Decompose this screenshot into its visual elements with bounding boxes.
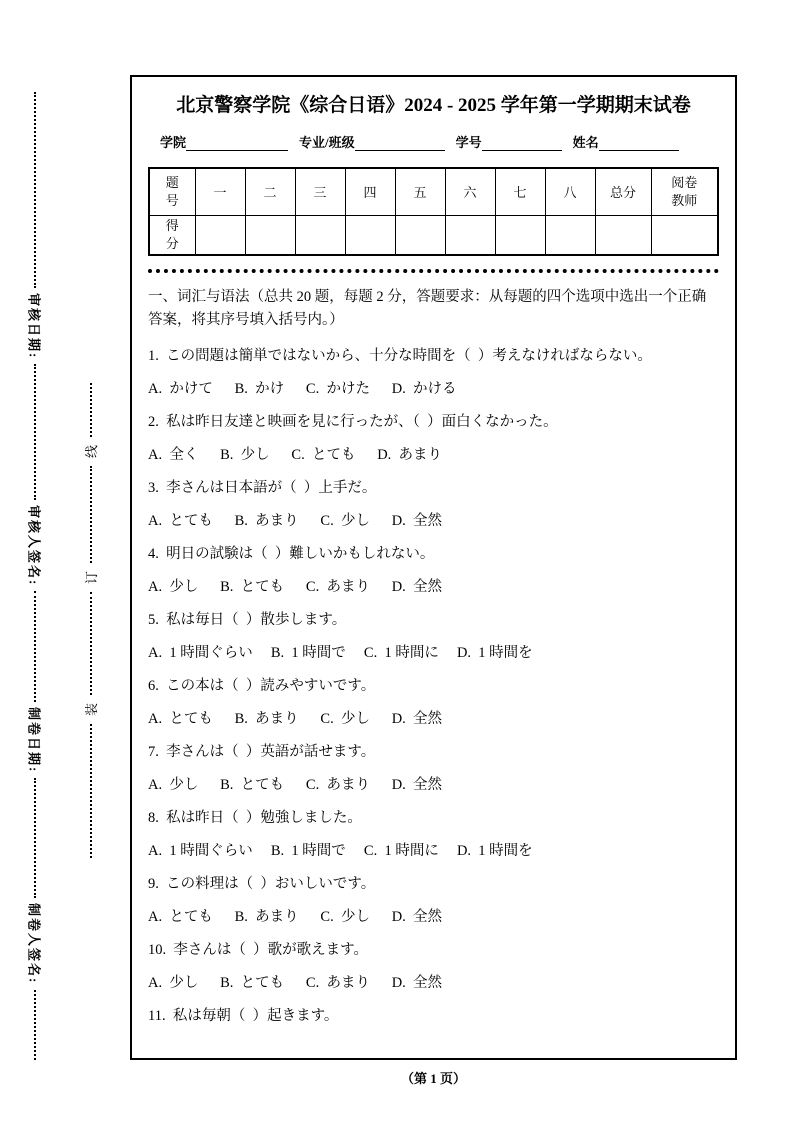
- binding-char-xian: 线: [84, 444, 100, 458]
- question-5-options: A. 1 時間ぐらい B. 1 時間で C. 1 時間に D. 1 時間を: [148, 645, 533, 662]
- question-6-options: A. とても B. あまり C. 少し D. 全然: [148, 711, 443, 728]
- question-3-text: 3. 李さんは日本語が（ ）上手だ。: [148, 480, 377, 497]
- college-blank-line: [186, 136, 288, 151]
- binding-char-ding: 订: [84, 571, 100, 585]
- reviewer-signature-label: 审核人签名:: [26, 504, 42, 587]
- dotted-line: [90, 466, 92, 564]
- binding-char-zhuang: 装: [84, 703, 100, 717]
- student-id-blank-line: [482, 136, 562, 151]
- question-11-text: 11. 私は毎朝（ ）起きます。: [148, 1008, 339, 1025]
- score-value-row: [149, 215, 718, 255]
- left-margin-labels: [22, 92, 48, 1060]
- score-col-header-6: 六: [445, 168, 495, 215]
- separator-line: [148, 269, 719, 273]
- question-4-options: A. 少し B. とても C. あまり D. 全然: [148, 579, 443, 596]
- question-8-options: A. 1 時間ぐらい B. 1 時間で C. 1 時間に D. 1 時間を: [148, 843, 533, 860]
- question-10-options: A. 少し B. とても C. あまり D. 全然: [148, 975, 443, 992]
- score-value-cell-grader: [651, 215, 718, 255]
- corner-label: 题号: [165, 175, 179, 208]
- make-date-label: 制卷日期:: [26, 706, 42, 773]
- question-7-options: A. 少し B. とても C. あまり D. 全然: [148, 777, 443, 794]
- question-2-text: 2. 私は昨日友達と映画を見に行ったが、（ ）面白くなかった。: [148, 414, 558, 431]
- field-major-class: [299, 132, 445, 151]
- review-date-label: 审核日期:: [26, 292, 42, 360]
- exam-paper: [130, 75, 737, 1060]
- question-7-text: 7. 李さんは（ ）英語が話せます。: [148, 744, 376, 761]
- score-col-header-8: 八: [545, 168, 595, 215]
- dotted-line: [90, 724, 92, 858]
- score-col-header-5: 五: [395, 168, 445, 215]
- major-class-label: 专业/班级: [299, 135, 355, 150]
- question-1-options: A. かけて B. かけ C. かけた D. かける: [148, 381, 457, 398]
- score-col-header-7: 七: [495, 168, 545, 215]
- maker-signature-label: 制卷人签名:: [26, 903, 42, 985]
- score-col-header-4: 四: [345, 168, 395, 215]
- score-header-row: [149, 168, 718, 215]
- score-value-cell-5: [395, 215, 445, 255]
- score-table: [148, 167, 719, 256]
- question-1-text: 1. この問題は簡単ではないから、十分な時間を（ ）考えなければならない。: [148, 348, 652, 365]
- major-class-blank-line: [355, 136, 445, 151]
- dotted-line: [34, 778, 36, 899]
- score-col-header-3: 三: [295, 168, 345, 215]
- question-8-text: 8. 私は昨日（ ）勉強しました。: [148, 810, 362, 827]
- score-corner-cell: [149, 168, 195, 215]
- section-heading: 一、词汇与语法（总共 20 题，每题 2 分，答题要求：从每题的四个选项中选出一个正确答案，将其序号填入括号内。）: [148, 289, 707, 329]
- field-student-id: [456, 132, 562, 151]
- question-5-text: 5. 私は毎日（ ）散歩します。: [148, 612, 347, 629]
- dotted-line: [90, 592, 92, 695]
- dotted-line: [34, 364, 36, 500]
- question-4-text: 4. 明日の試験は（ ）難しいかもしれない。: [148, 546, 435, 563]
- score-value-cell-3: [295, 215, 345, 255]
- student-id-label: 学号: [455, 135, 482, 150]
- question-10-text: 10. 李さんは（ ）歌が歌えます。: [148, 942, 368, 959]
- field-name: [573, 132, 679, 151]
- score-col-header-total: 总分: [595, 168, 651, 215]
- binding-line: [80, 383, 102, 858]
- score-col-header-1: 一: [195, 168, 245, 215]
- college-label: 学院: [160, 135, 187, 150]
- question-3-options: A. とても B. あまり C. 少し D. 全然: [148, 513, 443, 530]
- score-value-cell-4: [345, 215, 395, 255]
- question-2-options: A. 全く B. 少し C. とても D. あまり: [148, 447, 443, 464]
- name-blank-line: [599, 136, 679, 151]
- score-value-cell-8: [545, 215, 595, 255]
- score-col-header-2: 二: [245, 168, 295, 215]
- dotted-line: [34, 591, 36, 701]
- dotted-line: [90, 383, 92, 437]
- field-college: [160, 132, 288, 151]
- score-value-cell-7: [495, 215, 545, 255]
- page-number: （第 1 页）: [400, 1071, 466, 1086]
- name-label: 姓名: [572, 135, 599, 150]
- question-6-text: 6. この本は（ ）読みやすいです。: [148, 678, 376, 695]
- score-value-cell-total: [595, 215, 651, 255]
- question-9-text: 9. この料理は（ ）おいしいです。: [148, 876, 376, 893]
- score-label: 得分: [165, 218, 179, 251]
- score-value-cell-1: [195, 215, 245, 255]
- exam-title: 北京警察学院《综合日语》2024 - 2025 学年第一学期期末试卷: [176, 95, 691, 116]
- question-list: [148, 346, 719, 1026]
- dotted-line: [34, 92, 36, 288]
- score-value-cell-2: [245, 215, 295, 255]
- grader-cell: [651, 168, 718, 215]
- score-value-cell-6: [445, 215, 495, 255]
- grader-label: 阅卷教师: [671, 175, 698, 208]
- student-info-row: [148, 132, 719, 151]
- score-row-label-cell: [149, 215, 195, 255]
- question-9-options: A. とても B. あまり C. 少し D. 全然: [148, 909, 443, 926]
- dotted-line: [34, 990, 36, 1060]
